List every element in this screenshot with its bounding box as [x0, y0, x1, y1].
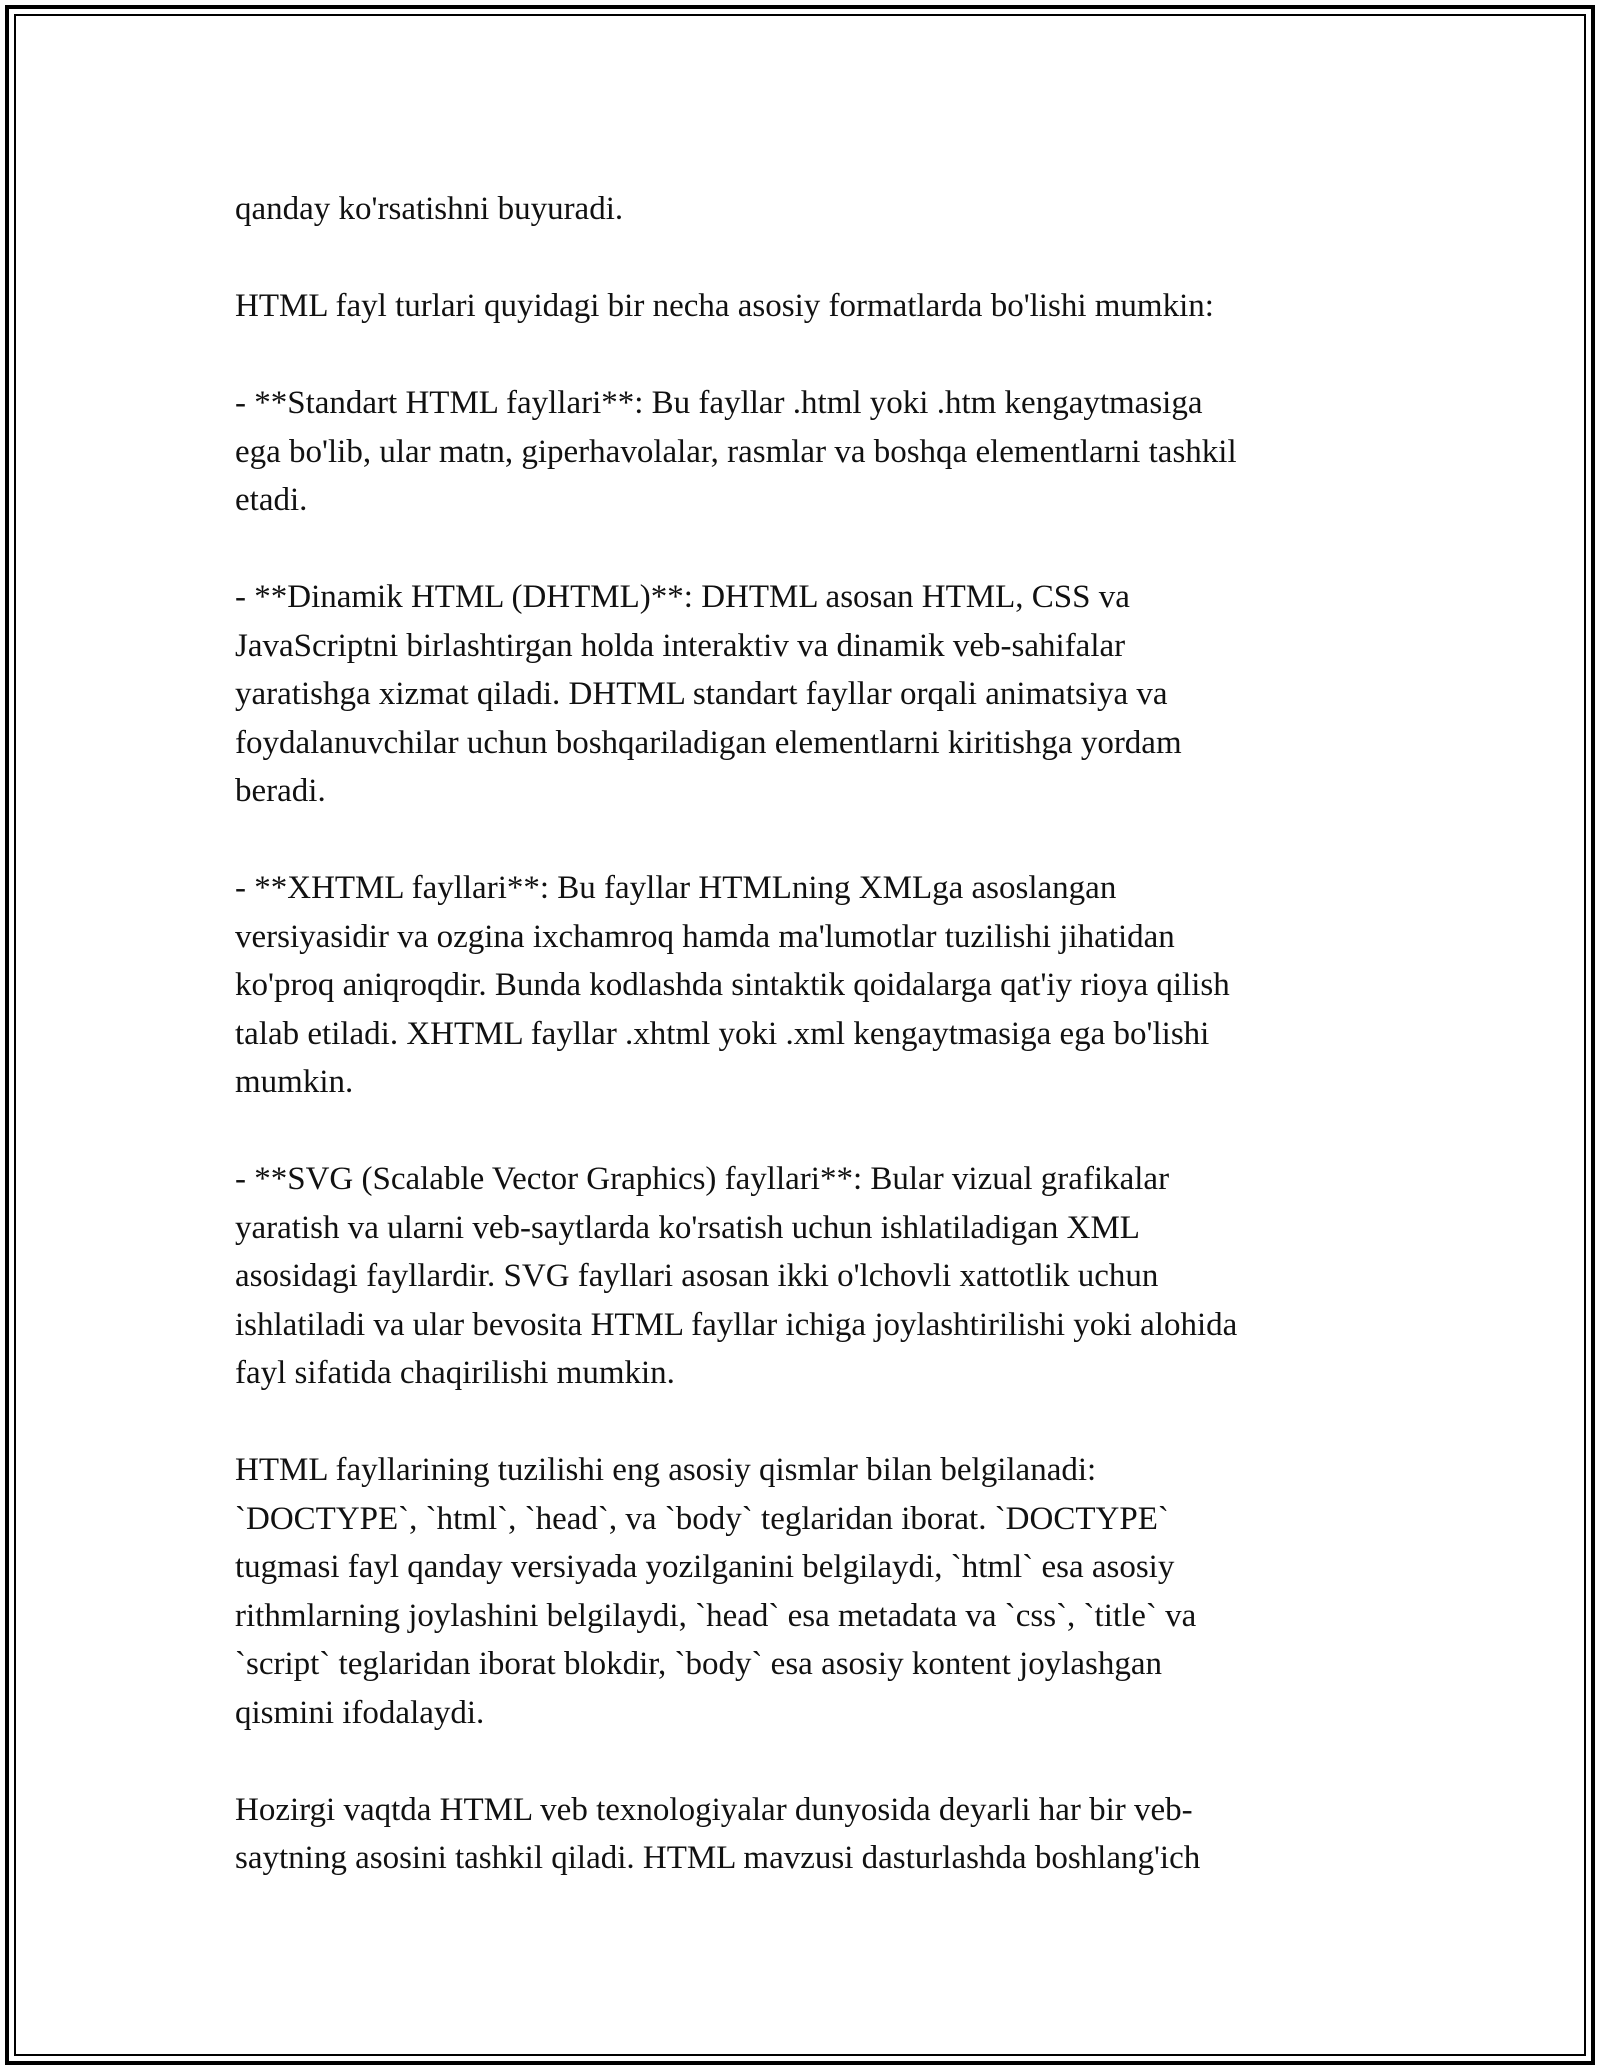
- document-body: [235, 185, 1365, 1883]
- list-item-xhtml: - **XHTML fayllari**: Bu fayllar HTMLning XMLga asoslangan versiyasidir va ozgina ixchamroq hamda ma'lumotlar tuzilishi jihatidan ko'proq aniqroqdir. Bunda kodlashda sintaktik qoidalarga qat'iy rioya qilish talab etiladi. XHTML fayllar .xhtml yoki .xml kengaytmasiga ega bo'lishi mumkin.: [235, 870, 1230, 1100]
- paragraph-file-types-intro: HTML fayl turlari quyidagi bir necha asosiy formatlarda bo'lishi mumkin:: [235, 288, 1214, 324]
- list-item-svg: - **SVG (Scalable Vector Graphics) fayllari**: Bular vizual grafikalar yaratish va ularni veb-saytlarda ko'rsatish uchun ishlatiladigan XML asosidagi fayllardir. SVG fayllari asosan ikki o'lchovli xattotlik uchun ishlatiladi va ular bevosita HTML fayllar ichiga joylashtirilishi yoki alohida fayl sifatida chaqirilishi mumkin.: [235, 1161, 1238, 1391]
- paragraph-intro-fragment: qanday ko'rsatishni buyuradi.: [235, 191, 624, 227]
- paragraph-html-structure: HTML fayllarining tuzilishi eng asosiy qismlar bilan belgilanadi: `DOCTYPE`, `html`, `head`, va `body` teglaridan iborat. `DOCTYPE` tugmasi fayl qanday versiyada yozilganini belgilaydi, `html` esa asosiy rithmlarning joylashini belgilaydi, `head` esa metadata va `css`, `title` va `script` teglaridan iborat blokdir, `body` esa asosiy kontent joylashgan qismini ifodalaydi.: [235, 1452, 1197, 1731]
- paragraph-html-today: Hozirgi vaqtda HTML veb texnologiyalar dunyosida deyarli har bir veb- saytning asosini tashkil qiladi. HTML mavzusi dasturlashda boshlang'ich: [235, 1791, 1201, 1876]
- list-item-dhtml: - **Dinamik HTML (DHTML)**: DHTML asosan HTML, CSS va JavaScriptni birlashtirgan holda interaktiv va dinamik veb-sahifalar yaratishga xizmat qiladi. DHTML standart fayllar orqali animatsiya va foydalanuvchilar uchun boshqariladigan elementlarni kiritishga yordam beradi.: [235, 579, 1182, 809]
- list-item-standard-html: - **Standart HTML fayllari**: Bu fayllar .html yoki .htm kengaytmasiga ega bo'lib, ular matn, giperhavolalar, rasmlar va boshqa elementlarni tashkil etadi.: [235, 385, 1237, 518]
